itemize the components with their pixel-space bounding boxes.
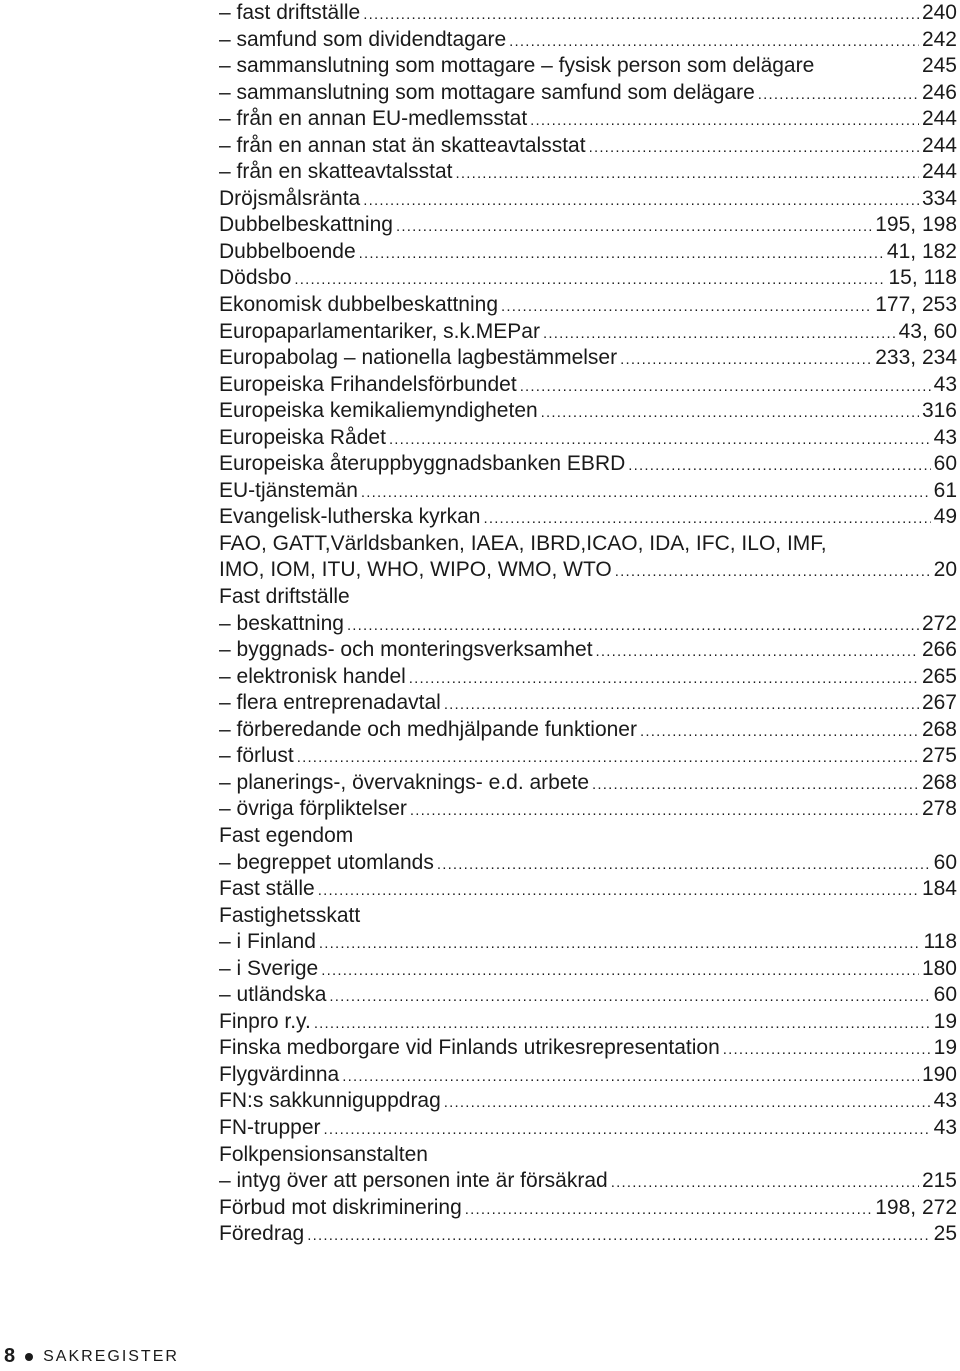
page-reference: 25: [933, 1222, 957, 1246]
index-term: – sammanslutning som mottagare samfund som delägare: [219, 80, 755, 104]
page-footer: [4, 1345, 179, 1368]
dot-leader: [319, 931, 921, 956]
dot-leader: [628, 453, 930, 478]
index-entry: [219, 611, 957, 638]
page-reference: 60: [933, 983, 957, 1007]
index-term: Europeiska kemikaliemyndigheten: [219, 399, 538, 423]
index-entry: [219, 743, 957, 770]
index-entry: [219, 690, 957, 717]
index-entry: [219, 982, 957, 1009]
dot-leader: [297, 745, 919, 770]
page-reference: 41, 182: [886, 239, 957, 263]
dot-leader: [329, 984, 930, 1009]
index-term: – i Sverige: [219, 956, 319, 980]
index-term: Europeiska Frihandelsförbundet: [219, 372, 517, 396]
dot-leader: [444, 1090, 931, 1115]
index-term: FAO, GATT,Världsbanken, IAEA, IBRD,ICAO, IDA, IFC, ILO, IMF,: [219, 531, 827, 555]
dot-leader: [324, 1117, 931, 1142]
page-reference: 272: [921, 611, 957, 635]
dot-leader: [444, 692, 919, 717]
index-entry: [219, 1115, 957, 1142]
page-reference: 240: [921, 1, 957, 24]
index-term: – planerings-, övervaknings- e.d. arbete: [219, 770, 590, 794]
dot-leader: [596, 639, 919, 664]
dot-leader: [615, 559, 931, 584]
index-entry: [219, 451, 957, 478]
index-entry: [219, 717, 957, 744]
index-entry: [219, 27, 957, 54]
dot-leader: [363, 2, 919, 27]
page-reference: 19: [933, 1036, 957, 1060]
dot-leader: [611, 1170, 919, 1195]
index-term: Evangelisk-lutherska kyrkan: [219, 505, 481, 529]
index-term: – sammanslutning som mottagare – fysisk person som delägare: [219, 54, 815, 78]
index-entry: [219, 1168, 957, 1195]
index-term: FN-trupper: [219, 1115, 321, 1139]
index-entry: [219, 53, 957, 80]
index-entry: [219, 1062, 957, 1089]
page-reference: 233, 234: [875, 346, 957, 370]
dot-leader: [465, 1197, 872, 1222]
index-term: Förbud mot diskriminering: [219, 1195, 462, 1219]
index-term: – samfund som dividendtagare: [219, 27, 507, 51]
page-reference: 190: [921, 1062, 957, 1086]
page-reference: 268: [921, 717, 957, 741]
dot-leader: [509, 29, 919, 54]
page-reference: 275: [921, 744, 957, 768]
index-term: – från en annan stat än skatteavtalsstat: [219, 133, 586, 157]
index-term: – i Finland: [219, 930, 316, 954]
index-entry: [219, 478, 957, 505]
index-term: Finska medborgare vid Finlands utrikesrepresentation: [219, 1036, 720, 1060]
dot-leader: [437, 852, 931, 877]
dot-leader: [589, 135, 919, 160]
dot-leader: [541, 400, 919, 425]
index-term: FN:s sakkunniguppdrag: [219, 1089, 441, 1113]
dot-leader: [321, 958, 919, 983]
index-entry: [219, 265, 957, 292]
page-reference: 316: [921, 399, 957, 423]
index-entry: [219, 770, 957, 797]
index-entry: [219, 1035, 957, 1062]
index-entry: [219, 664, 957, 691]
index-entry: [219, 823, 957, 850]
index-entry: [219, 106, 957, 133]
page-reference: 60: [933, 452, 957, 476]
dot-leader: [359, 241, 884, 266]
bullet-icon: [25, 1353, 33, 1361]
page-reference: 20: [933, 558, 957, 582]
dot-leader: [501, 294, 872, 319]
page-reference: 43: [933, 1089, 957, 1113]
index-term: – förlust: [219, 744, 294, 768]
index-term: Dubbelboende: [219, 239, 356, 263]
page-reference: 19: [933, 1009, 957, 1033]
index-entry: [219, 319, 957, 346]
index-term: – byggnads- och monteringsverksamhet: [219, 638, 593, 662]
index-entry: [219, 80, 957, 107]
page-reference: 49: [933, 505, 957, 529]
dot-leader: [640, 719, 919, 744]
section-label: SAKREGISTER: [43, 1347, 179, 1365]
index-entry: [219, 956, 957, 983]
index-term: Dubbelbeskattning: [219, 213, 393, 237]
dot-leader: [342, 1064, 919, 1089]
page-reference: 265: [921, 664, 957, 688]
index-entry: [219, 557, 957, 584]
index-term: Föredrag: [219, 1222, 305, 1246]
dot-leader: [307, 1223, 930, 1248]
index-entry: [219, 239, 957, 266]
dot-leader: [409, 666, 919, 691]
index-entry: [219, 159, 957, 186]
page-reference: 242: [921, 27, 957, 51]
dot-leader: [410, 798, 919, 823]
dot-leader: [314, 1011, 931, 1036]
page-reference: 245: [921, 54, 957, 78]
index-term: Folkpensionsanstalten: [219, 1142, 428, 1166]
index-entry: [219, 425, 957, 452]
dot-leader: [361, 480, 931, 505]
index-entry: [219, 1221, 957, 1248]
dot-leader: [620, 347, 872, 372]
index-entry: [219, 584, 957, 611]
index-entry: [219, 292, 957, 319]
page-reference: 244: [921, 133, 957, 157]
page-reference: 278: [921, 797, 957, 821]
dot-leader: [389, 427, 931, 452]
page-reference: 195, 198: [875, 213, 957, 237]
index-term: – intyg över att personen inte är försäkrad: [219, 1169, 608, 1193]
page-reference: 198, 272: [875, 1195, 957, 1219]
page-reference: 266: [921, 638, 957, 662]
index-term: – beskattning: [219, 611, 344, 635]
index-entry: [219, 398, 957, 425]
index-term: Fast driftställe: [219, 585, 350, 609]
index-term: – övriga förpliktelser: [219, 797, 407, 821]
index-term: – begreppet utomlands: [219, 850, 434, 874]
index-term: Finpro r.y.: [219, 1009, 311, 1033]
page-reference: 177, 253: [875, 293, 957, 317]
page-reference: 180: [921, 956, 957, 980]
index-term: – från en annan EU-medlemsstat: [219, 107, 528, 131]
index-entry: [219, 372, 957, 399]
index-term: Fast ställe: [219, 877, 315, 901]
page-reference: 244: [921, 160, 957, 184]
dot-leader: [592, 772, 919, 797]
index-entry: [219, 1195, 957, 1222]
dot-leader: [294, 267, 885, 292]
index-entry: [219, 850, 957, 877]
index-entry: [219, 903, 957, 930]
page-reference: 43: [933, 425, 957, 449]
index-entry: [219, 133, 957, 160]
dot-leader: [455, 161, 918, 186]
index-entry: [219, 0, 957, 27]
page-reference: 43: [933, 1115, 957, 1139]
index-term: Dödsbo: [219, 266, 292, 290]
dot-leader: [723, 1037, 931, 1062]
index-term: Fast egendom: [219, 823, 354, 847]
index-entry: [219, 796, 957, 823]
dot-leader: [483, 506, 930, 531]
dot-leader: [396, 214, 872, 239]
page-reference: 268: [921, 770, 957, 794]
index-term: Europabolag – nationella lagbestämmelser: [219, 346, 618, 370]
dot-leader: [758, 82, 919, 107]
page-reference: 61: [933, 478, 957, 502]
page-reference: 118: [923, 930, 957, 954]
index-term: IMO, IOM, ITU, WHO, WIPO, WMO, WTO: [219, 558, 612, 582]
index-term: Fastighetsskatt: [219, 903, 361, 927]
index-entry: [219, 504, 957, 531]
index-term: – från en skatteavtalsstat: [219, 160, 453, 184]
index-term: – fast driftställe: [219, 1, 361, 24]
index-term: – flera entreprenadavtal: [219, 691, 441, 715]
index-term: Europeiska återuppbyggnadsbanken EBRD: [219, 452, 626, 476]
page-reference: 43, 60: [898, 319, 957, 343]
index-entry: [219, 345, 957, 372]
page-reference: 244: [921, 107, 957, 131]
page-reference: 43: [933, 372, 957, 396]
index-entry: [219, 186, 957, 213]
index-term: – utländska: [219, 983, 327, 1007]
index-term: Europaparlamentariker, s.k.MEPar: [219, 319, 540, 343]
page-reference: 60: [933, 850, 957, 874]
page-number: 8: [4, 1345, 16, 1367]
index-list: [219, 0, 957, 1248]
dot-leader: [318, 878, 919, 903]
dot-leader: [363, 188, 919, 213]
dot-leader: [543, 321, 896, 346]
page-reference: 334: [921, 186, 957, 210]
index-entry: [219, 876, 957, 903]
index-term: Flygvärdinna: [219, 1062, 340, 1086]
index-entry: [219, 212, 957, 239]
index-entry: [219, 929, 957, 956]
page-reference: 184: [921, 877, 957, 901]
page-reference: 215: [921, 1169, 957, 1193]
index-entry: [219, 1009, 957, 1036]
index-entry: [219, 637, 957, 664]
page-reference: 267: [921, 691, 957, 715]
page-reference: 246: [921, 80, 957, 104]
index-entry: [219, 1088, 957, 1115]
index-entry: [219, 531, 957, 558]
index-term: Ekonomisk dubbelbeskattning: [219, 293, 499, 317]
index-term: EU-tjänstemän: [219, 478, 358, 502]
dot-leader: [530, 108, 919, 133]
index-entry: [219, 1142, 957, 1169]
index-term: Europeiska Rådet: [219, 425, 386, 449]
page-reference: 15, 118: [888, 266, 957, 290]
index-term: – förberedande och medhjälpande funktioner: [219, 717, 637, 741]
index-term: Dröjsmålsränta: [219, 186, 361, 210]
index-term: – elektronisk handel: [219, 664, 406, 688]
dot-leader: [347, 613, 919, 638]
dot-leader: [520, 374, 931, 399]
